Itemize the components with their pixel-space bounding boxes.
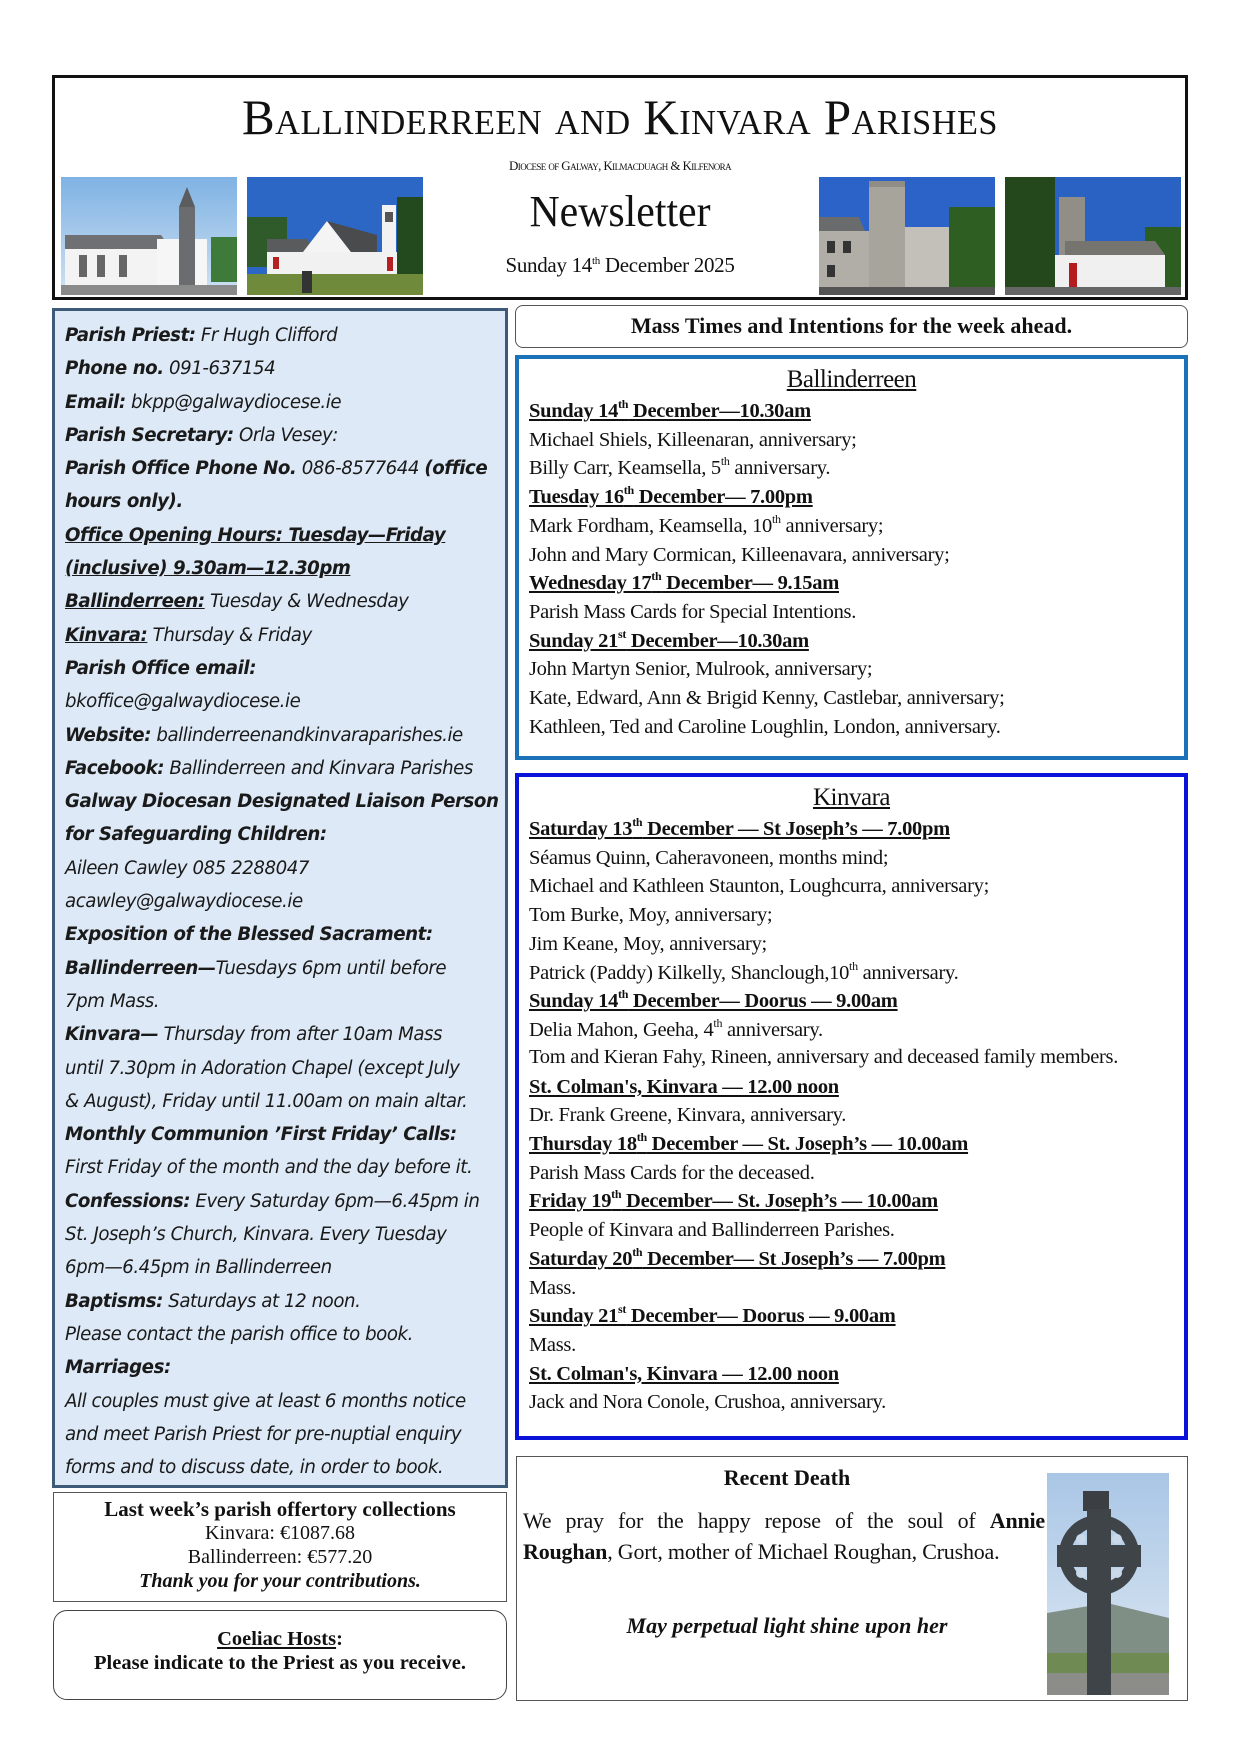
label: Email: bbox=[65, 391, 126, 413]
text: Billy Carr, Keamsella, 5 bbox=[529, 457, 721, 480]
coeliac-colon: : bbox=[336, 1628, 343, 1650]
text: December— Doorus — 9.00am bbox=[628, 990, 898, 1013]
marriages-text: All couples must give at least 6 months notice bbox=[65, 1390, 466, 1412]
text: Saturday 20 bbox=[529, 1247, 633, 1270]
text: Saturday 13 bbox=[529, 818, 633, 840]
recent-death-text bbox=[523, 1505, 1045, 1567]
mass-intention bbox=[529, 872, 1184, 901]
text: Jack and Nora Conole, Crushoa, anniversary. bbox=[529, 1391, 886, 1414]
phone-number[interactable]: 091-637154 bbox=[163, 358, 276, 380]
opening-hours: (inclusive) 9.30am—12.30pm bbox=[65, 558, 351, 580]
website-row bbox=[65, 719, 505, 752]
marriages-row-cont bbox=[65, 1451, 505, 1484]
mass-times-heading: Mass Times and Intentions for the week ahead. bbox=[515, 305, 1188, 348]
ordinal-suffix: th bbox=[636, 1130, 647, 1145]
text: Parish Mass Cards for the deceased. bbox=[529, 1161, 815, 1184]
marriages-row bbox=[65, 1385, 505, 1418]
label: Baptisms: bbox=[65, 1290, 163, 1312]
text: Séamus Quinn, Caheravoneen, months mind; bbox=[529, 846, 889, 869]
exposition-ballinderreen-row-cont bbox=[65, 985, 505, 1018]
text: People of Kinvara and Ballinderreen Parishes. bbox=[529, 1219, 895, 1242]
exposition-times: Thursday from after 10am Mass bbox=[158, 1024, 443, 1046]
text: December—10.30am bbox=[628, 400, 811, 422]
opening-hours-row-cont bbox=[65, 552, 505, 585]
ordinal-suffix: th bbox=[618, 987, 629, 1002]
mass-intention bbox=[529, 454, 1184, 483]
mass-time-heading bbox=[529, 815, 1184, 844]
office-phone-note: hours only). bbox=[65, 491, 183, 513]
text: December — St. Joseph’s — 10.00am bbox=[646, 1133, 969, 1156]
label: for Safeguarding Children: bbox=[65, 824, 327, 846]
text: Mass. bbox=[529, 1333, 576, 1356]
diocese-subtitle: Diocese of Galway, Kilmacduagh & Kilfenora bbox=[509, 158, 731, 173]
newsletter-heading: Newsletter bbox=[529, 187, 711, 236]
mass-time-heading bbox=[529, 627, 1184, 656]
label: Confessions: bbox=[65, 1190, 191, 1212]
deceased-name: Annie Roughan bbox=[523, 1508, 1045, 1564]
text: John Martyn Senior, Mulrook, anniversary; bbox=[529, 658, 873, 681]
text: Tom and Kieran Fahy, Rineen, anniversary and deceased family members. bbox=[529, 1045, 1119, 1068]
recent-death-title: Recent Death bbox=[723, 1465, 851, 1490]
text: Wednesday 17 bbox=[529, 572, 652, 595]
marriages-label-row bbox=[65, 1351, 505, 1384]
kinvara-heading: Kinvara bbox=[812, 784, 891, 811]
exposition-kinvara-row bbox=[65, 1018, 505, 1051]
text: anniversary. bbox=[857, 961, 959, 984]
parish-title: Ballinderreen and Kinvara Parishes bbox=[242, 89, 998, 145]
confessions-row-cont bbox=[65, 1218, 505, 1251]
text: December— Doorus — 9.00am bbox=[626, 1305, 896, 1328]
mass-time-heading bbox=[529, 1360, 1184, 1389]
text: anniversary. bbox=[729, 457, 831, 480]
label: Marriages: bbox=[65, 1357, 171, 1379]
mass-intention bbox=[529, 684, 1184, 713]
office-days: Thursday & Friday bbox=[147, 624, 312, 646]
mass-time-heading bbox=[529, 1302, 1184, 1331]
secretary-name: Orla Vesey: bbox=[233, 424, 338, 446]
confessions-times: 6pm—6.45pm in Ballinderreen bbox=[65, 1257, 332, 1279]
safeguarding-email-row bbox=[65, 885, 505, 918]
mass-time-heading bbox=[529, 1073, 1184, 1102]
baptisms-note-row bbox=[65, 1318, 505, 1351]
mass-intention bbox=[529, 426, 1184, 455]
text: Patrick (Paddy) Kilkelly, Shanclough,10 bbox=[529, 961, 850, 984]
ballinderreen-heading: Ballinderreen bbox=[786, 366, 917, 393]
text: St. Colman's, Kinvara — 12.00 noon bbox=[529, 1362, 839, 1385]
ordinal-suffix: th bbox=[611, 1187, 622, 1202]
label: Parish Secretary: bbox=[65, 424, 234, 446]
mass-intention bbox=[529, 1274, 1184, 1303]
label: Ballinderreen— bbox=[65, 957, 216, 979]
exposition-times: Tuesdays 6pm until before bbox=[215, 957, 447, 979]
exposition-times: until 7.30pm in Adoration Chapel (except July bbox=[65, 1057, 460, 1079]
mass-time-heading bbox=[529, 987, 1184, 1016]
mass-intention bbox=[529, 930, 1184, 959]
mass-intention bbox=[529, 1388, 1184, 1417]
text: anniversary; bbox=[780, 514, 884, 537]
offertory-box bbox=[53, 1492, 507, 1602]
celtic-cross-photo bbox=[1047, 1473, 1169, 1695]
safeguarding-label-row bbox=[65, 785, 505, 818]
label: Phone no. bbox=[65, 358, 164, 380]
ordinal-suffix: th bbox=[651, 569, 662, 584]
mass-time-heading bbox=[529, 1187, 1184, 1216]
label: Kinvara: bbox=[65, 624, 148, 646]
mass-time-heading bbox=[529, 483, 1184, 512]
exposition-kinvara-row-cont bbox=[65, 1085, 505, 1118]
parish-priest-name: Fr Hugh Clifford bbox=[195, 325, 338, 346]
offertory-kinvara: Kinvara: €1087.68 bbox=[205, 1522, 355, 1544]
text: Parish Mass Cards for Special Intentions. bbox=[529, 600, 857, 623]
text: John and Mary Cormican, Killeenavara, anniversary; bbox=[529, 543, 950, 566]
ballinderreen-mass-list bbox=[529, 397, 1184, 741]
mass-intention bbox=[529, 1045, 1184, 1069]
facebook-row bbox=[65, 752, 505, 785]
text: December— 9.15am bbox=[661, 572, 839, 595]
label: Facebook: bbox=[65, 757, 165, 779]
website-link[interactable]: ballinderreenandkinvaraparishes.ie bbox=[151, 724, 463, 746]
confessions-times: St. Joseph’s Church, Kinvara. Every Tuesday bbox=[65, 1224, 447, 1246]
mass-intention bbox=[529, 844, 1184, 873]
mass-intention bbox=[529, 959, 1184, 988]
offertory-title: Last week’s parish offertory collections bbox=[104, 1497, 456, 1521]
office-phone-row bbox=[65, 452, 505, 485]
opening-hours-row bbox=[65, 519, 505, 552]
ordinal-suffix: th bbox=[618, 397, 629, 411]
communion-text: First Friday of the month and the day before it. bbox=[65, 1157, 473, 1179]
mass-intention bbox=[529, 1101, 1184, 1130]
offertory-ballinderreen: Ballinderreen: €577.20 bbox=[187, 1546, 373, 1568]
newsletter-masthead bbox=[52, 75, 1188, 300]
label: Ballinderreen: bbox=[65, 591, 205, 613]
label: Kinvara— bbox=[65, 1024, 159, 1046]
marriages-text: forms and to discuss date, in order to book. bbox=[65, 1457, 444, 1479]
mass-intention bbox=[529, 541, 1184, 570]
office-days: Tuesday & Wednesday bbox=[204, 591, 409, 613]
mass-intention bbox=[529, 1016, 1184, 1045]
coeliac-title: Coeliac Hosts bbox=[217, 1628, 337, 1650]
safeguarding-contact-row bbox=[65, 852, 505, 885]
mass-intention bbox=[529, 901, 1184, 930]
text: Sunday 21 bbox=[529, 1305, 619, 1328]
email-address[interactable]: bkpp@galwaydiocese.ie bbox=[125, 391, 342, 413]
confessions-row-cont bbox=[65, 1251, 505, 1284]
kinvara-office-row bbox=[65, 619, 505, 652]
mass-intention bbox=[529, 598, 1184, 627]
mass-time-heading bbox=[529, 569, 1184, 598]
text: Kate, Edward, Ann & Brigid Kenny, Castlebar, anniversary; bbox=[529, 687, 1005, 710]
issue-date-day: Sunday 14 bbox=[505, 253, 592, 277]
ordinal-suffix: th bbox=[632, 1244, 643, 1259]
ordinal-suffix: th bbox=[849, 958, 858, 973]
safeguarding-email[interactable]: acawley@galwaydiocese.ie bbox=[65, 891, 303, 913]
text: Michael and Kathleen Staunton, Loughcurra, anniversary; bbox=[529, 875, 989, 898]
label: Website: bbox=[65, 724, 152, 746]
text: Kathleen, Ted and Caroline Loughlin, London, anniversary. bbox=[529, 715, 1001, 738]
text: Sunday 21 bbox=[529, 629, 619, 652]
kinvara-mass-box bbox=[515, 773, 1188, 1440]
marriages-row-cont bbox=[65, 1418, 505, 1451]
exposition-times: & August), Friday until 11.00am on main altar. bbox=[65, 1090, 468, 1112]
text: Mark Fordham, Keamsella, 10 bbox=[529, 514, 772, 537]
celtic-cross-icon bbox=[1047, 1473, 1169, 1695]
office-email-row bbox=[65, 685, 505, 718]
secretary-row bbox=[65, 419, 505, 452]
text: Tom Burke, Moy, anniversary; bbox=[529, 904, 773, 927]
exposition-kinvara-row-cont bbox=[65, 1052, 505, 1085]
ordinal-suffix: th bbox=[771, 511, 781, 526]
text: Friday 19 bbox=[529, 1190, 612, 1213]
offertory-thanks: Thank you for your contributions. bbox=[139, 1570, 421, 1592]
office-phone-row-cont bbox=[65, 485, 505, 518]
confessions-times: Every Saturday 6pm—6.45pm in bbox=[190, 1190, 480, 1212]
mass-time-heading bbox=[529, 1130, 1184, 1159]
opening-hours: Office Opening Hours: Tuesday—Friday bbox=[65, 524, 446, 546]
office-email-label-row bbox=[65, 652, 505, 685]
ordinal-suffix: th bbox=[623, 483, 634, 498]
ballinderreen-office-row bbox=[65, 585, 505, 618]
office-email-address[interactable]: bkoffice@galwaydiocese.ie bbox=[65, 691, 301, 713]
baptisms-times: Saturdays at 12 noon. bbox=[162, 1290, 361, 1312]
label: Monthly Communion ’First Friday’ Calls: bbox=[65, 1124, 457, 1146]
text: Jim Keane, Moy, anniversary; bbox=[529, 932, 767, 955]
recent-death-box bbox=[516, 1456, 1188, 1701]
label: Parish Office email: bbox=[65, 657, 257, 679]
kinvara-mass-list bbox=[529, 815, 1184, 1417]
baptisms-row bbox=[65, 1285, 505, 1318]
mass-intention bbox=[529, 1159, 1184, 1188]
text: anniversary. bbox=[722, 1018, 823, 1041]
text: Sunday 14 bbox=[529, 990, 619, 1013]
recent-death-prayer: May perpetual light shine upon her bbox=[626, 1613, 948, 1638]
communion-label-row bbox=[65, 1118, 505, 1151]
text: December — St Joseph’s — 7.00pm bbox=[642, 818, 950, 840]
label: Parish Priest: bbox=[65, 325, 196, 346]
ballinderreen-mass-box bbox=[515, 355, 1188, 760]
facebook-link[interactable]: Ballinderreen and Kinvara Parishes bbox=[164, 757, 473, 779]
recent-death-text-post: , Gort, mother of Michael Roughan, Crushoa. bbox=[607, 1539, 1000, 1564]
text: Sunday 14 bbox=[529, 400, 619, 422]
label: Parish Office Phone No. bbox=[65, 458, 297, 480]
mass-intention bbox=[529, 655, 1184, 684]
text: December— St. Joseph’s — 10.00am bbox=[621, 1190, 938, 1213]
church-photo-icon bbox=[1005, 177, 1181, 295]
email-row bbox=[65, 386, 505, 419]
ordinal-suffix: st bbox=[618, 1302, 627, 1317]
phone-row bbox=[65, 352, 505, 385]
marriages-text: and meet Parish Priest for pre-nuptial enquiry bbox=[65, 1423, 462, 1445]
confessions-row bbox=[65, 1185, 505, 1218]
communion-row bbox=[65, 1151, 505, 1184]
label: Galway Diocesan Designated Liaison Person bbox=[65, 791, 499, 813]
office-phone-number[interactable]: 086-8577644 bbox=[296, 458, 425, 480]
church-photo-3 bbox=[819, 177, 995, 295]
office-phone-note: (office bbox=[424, 458, 488, 480]
mass-intention bbox=[529, 713, 1184, 742]
ordinal-suffix: th bbox=[632, 815, 643, 829]
safeguarding-label-row-cont bbox=[65, 818, 505, 851]
mass-intention bbox=[529, 512, 1184, 541]
parish-contact-panel bbox=[52, 308, 508, 1488]
church-photo-icon bbox=[819, 177, 995, 295]
mass-intention bbox=[529, 1216, 1184, 1245]
ordinal-suffix: th bbox=[720, 454, 730, 469]
text: Thursday 18 bbox=[529, 1133, 637, 1156]
safeguarding-contact: Aileen Cawley 085 2288047 bbox=[65, 857, 309, 879]
church-photo-4 bbox=[1005, 177, 1181, 295]
ordinal-suffix: st bbox=[618, 626, 627, 641]
parish-priest-row bbox=[65, 319, 505, 352]
exposition-ballinderreen-row bbox=[65, 952, 505, 985]
label: Exposition of the Blessed Sacrament: bbox=[65, 924, 433, 946]
text: December—10.30am bbox=[626, 629, 809, 652]
mass-time-heading bbox=[529, 397, 1184, 426]
exposition-label-row bbox=[65, 918, 505, 951]
ordinal-suffix: th bbox=[713, 1015, 723, 1030]
coeliac-text: Please indicate to the Priest as you receive. bbox=[94, 1652, 466, 1674]
baptisms-note: Please contact the parish office to book. bbox=[65, 1323, 413, 1345]
mass-intention bbox=[529, 1331, 1184, 1360]
text: December— 7.00pm bbox=[633, 486, 813, 509]
text: Dr. Frank Greene, Kinvara, anniversary. bbox=[529, 1104, 847, 1127]
mass-time-heading bbox=[529, 1245, 1184, 1274]
issue-date-ordinal: th bbox=[592, 255, 600, 267]
issue-date-month-year: December 2025 bbox=[599, 253, 735, 277]
text: Michael Shiels, Killeenaran, anniversary; bbox=[529, 428, 857, 451]
text: Mass. bbox=[529, 1276, 576, 1299]
text: Delia Mahon, Geeha, 4 bbox=[529, 1018, 714, 1041]
text: December— St Joseph’s — 7.00pm bbox=[642, 1247, 946, 1270]
exposition-times: 7pm Mass. bbox=[65, 990, 160, 1012]
recent-death-text-pre: We pray for the happy repose of the soul of bbox=[523, 1508, 990, 1533]
coeliac-notice bbox=[53, 1610, 507, 1700]
text: Tuesday 16 bbox=[529, 486, 624, 509]
text: St. Colman's, Kinvara — 12.00 noon bbox=[529, 1075, 839, 1098]
